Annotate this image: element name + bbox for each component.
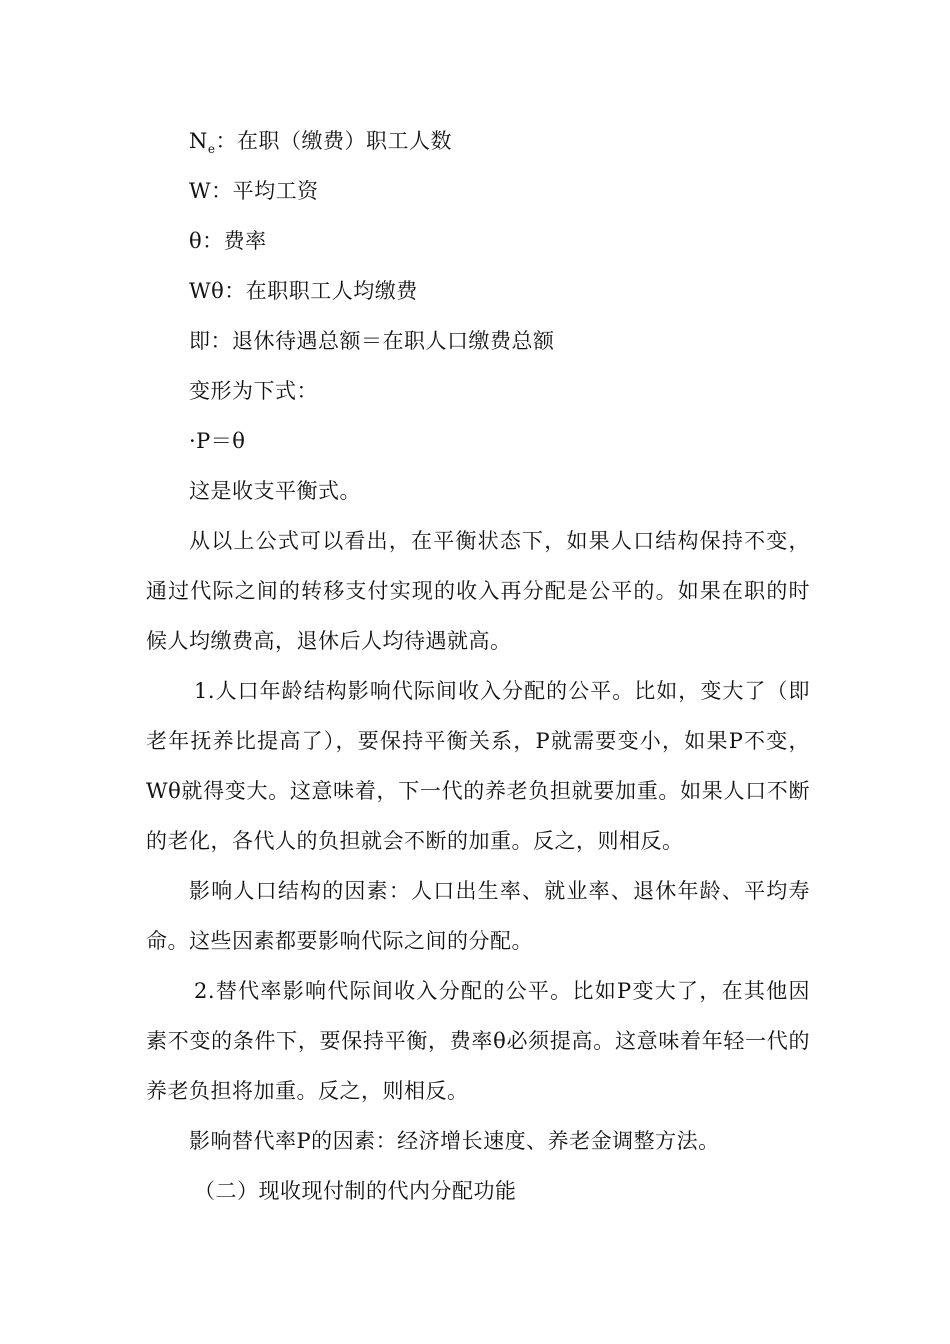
section-heading: （二）现收现付制的代内分配功能 [194, 1179, 517, 1203]
definition-ne [189, 127, 452, 155]
balance-statement: 这是收支平衡式。 [189, 479, 361, 503]
paragraph-population-factors: 影响人口结构的因素：人口出生率、就业率、退休年龄、平均寿命。这些因素都要影响代际之间的分配。 [146, 879, 810, 953]
definition-theta: θ：费率 [189, 229, 267, 253]
transform-statement: 变形为下式： [189, 379, 318, 403]
paragraph-replacement-factors: 影响替代率P的因素：经济增长速度、养老金调整方法。 [189, 1129, 720, 1153]
balance-formula: ·P＝θ [189, 429, 246, 453]
paragraph-fairness: 从以上公式可以看出，在平衡状态下，如果人口结构保持不变，通过代际之间的转移支付实现的收入再分配是公平的。如果在职的时候人均缴费高，退休后人均待遇就高。 [146, 529, 810, 653]
definition-wtheta: Wθ：在职职工人均缴费 [189, 279, 418, 303]
definition-w: W：平均工资 [189, 179, 319, 203]
paragraph-replacement-rate: 2.替代率影响代际间收入分配的公平。比如P变大了，在其他因素不变的条件下，要保持平衡，费率θ必须提高。这意味着年轻一代的养老负担将加重。反之，则相反。 [146, 979, 810, 1103]
paragraph-age-structure: 1.人口年龄结构影响代际间收入分配的公平。比如，变大了（即老年抚养比提高了），要保持平衡关系，P就需要变小，如果P不变，Wθ就得变大。这意味着，下一代的养老负担就要加重。如果人口不断的老化，各代人的负担就会不断的加重。反之，则相反。 [146, 679, 810, 853]
ne-subscript: e [207, 142, 216, 157]
equation-statement: 即：退休待遇总额＝在职人口缴费总额 [189, 329, 555, 353]
ne-symbol: N [189, 129, 208, 153]
ne-description: ：在职（缴费）职工人数 [215, 129, 452, 153]
